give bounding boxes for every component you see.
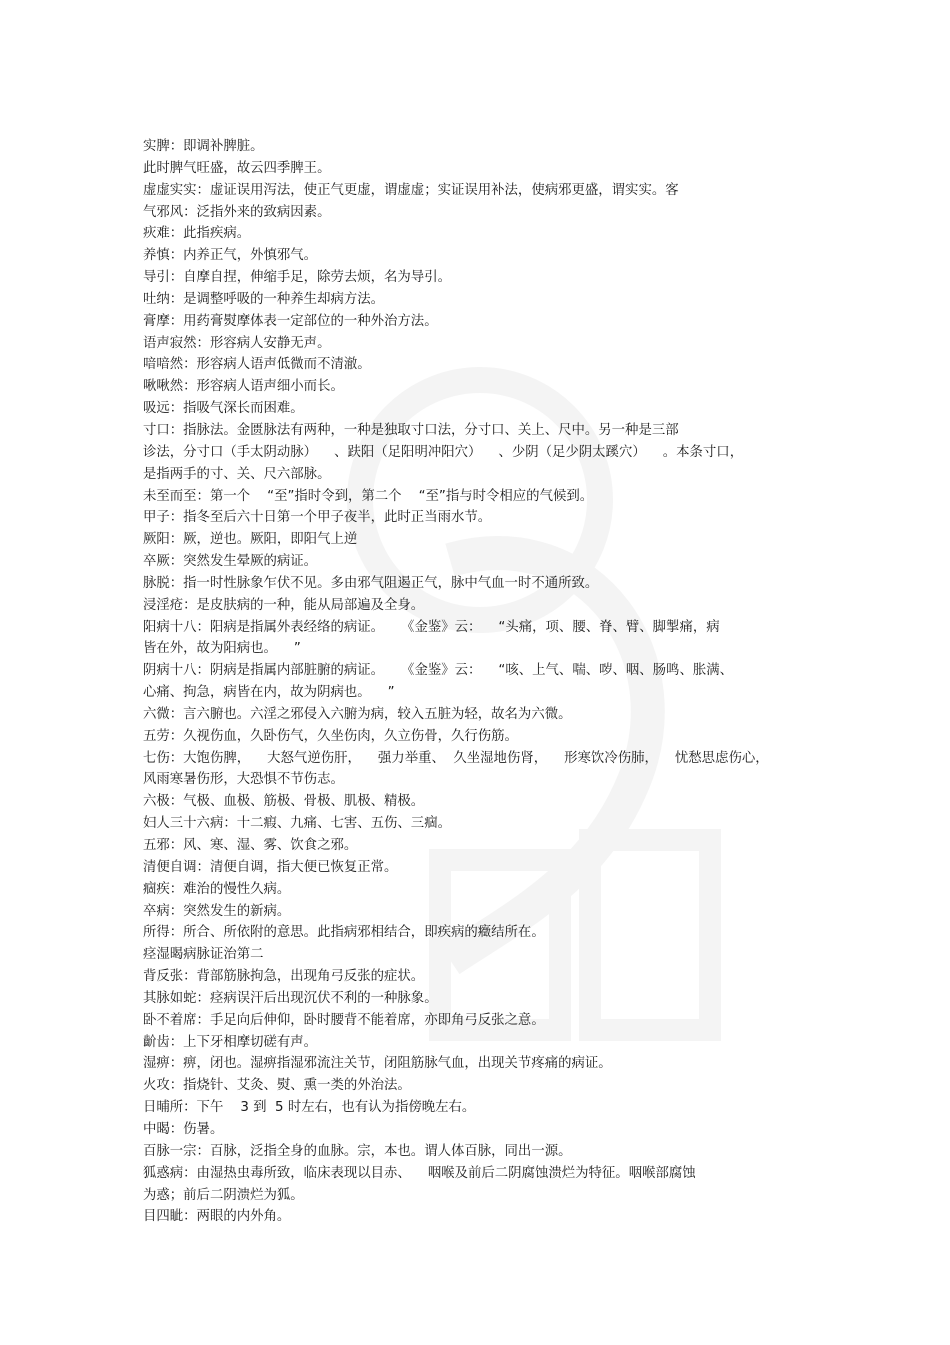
text-line: 日晡所：下午 3 到 5 时左右，也有认为指傍晚左右。	[143, 1100, 476, 1116]
text-line: 五邪：风、寒、湿、雾、饮食之邪。	[143, 838, 358, 853]
text-line: 疢难：此指疾病。	[143, 226, 251, 242]
text-line: 阳病十八：阳病是指属外表经络的病证。 《金鉴》云： “头痛，项、腰、脊、臂、脚掣痛，病	[143, 619, 720, 635]
text-line: 寸口：指脉法。金匮脉法有两种，一种是独取寸口法，分寸口、关上、尺中。另一种是三部	[143, 422, 679, 438]
text-line: 此时脾气旺盛，故云四季脾王。	[143, 160, 331, 176]
text-line: 风雨寒暑伤形，大恐惧不节伤志。	[143, 772, 344, 788]
text-line: 脉脱：指一时性脉象乍伏不见。多由邪气阻遏正气，脉中气血一时不通所致。	[143, 575, 599, 591]
glossary-text-block	[143, 136, 833, 1228]
text-line: 浸淫疮：是皮肤病的一种，能从局部遍及全身。	[143, 597, 425, 613]
text-line: 为惑；前后二阴溃烂为狐。	[143, 1187, 304, 1203]
text-line: 狐惑病：由湿热虫毒所致，临床表现以目赤、 咽喉及前后二阴腐蚀溃烂为特征。咽喉部腐蚀	[143, 1165, 696, 1181]
text-line: 心痛、拘急，病皆在内，故为阴病也。 ”	[143, 685, 395, 701]
text-line: 未至而至：第一个 “至”指时令到，第二个 “至”指与时令相应的气候到。	[143, 488, 594, 504]
text-line: 清便自调：清便自调，指大便已恢复正常。	[143, 859, 398, 875]
text-line: 气邪风：泛指外来的致病因素。	[143, 204, 331, 220]
text-line: 膏摩：用药膏熨摩体表一定部位的一种外治方法。	[143, 313, 438, 329]
text-line: 七伤：大饱伤脾， 大怒气逆伤肝， 强力举重、 久坐湿地伤肾， 形寒饮冷伤肺， 忧愁思虑伤心，	[143, 750, 769, 766]
text-line: 是指两手的寸、关、尺六部脉。	[143, 466, 331, 482]
text-line: 妇人三十六病：十二瘕、九痛、七害、五伤、三痼。	[143, 816, 451, 832]
text-line: 中暍：伤暑。	[143, 1121, 224, 1137]
text-line: 卒厥：突然发生晕厥的病证。	[143, 554, 318, 570]
text-line: 语声寂然：形容病人安静无声。	[143, 335, 331, 351]
text-line: 卒病：突然发生的新病。	[143, 903, 291, 919]
text-line: 火攻：指烧针、艾灸、熨、熏一类的外治法。	[143, 1078, 411, 1094]
text-line: 厥阳：厥，逆也。厥阳，即阳气上逆	[143, 532, 358, 548]
text-line: 齘齿：上下牙相摩切磋有声。	[143, 1034, 318, 1050]
text-line: 实脾：即调补脾脏。	[143, 139, 264, 154]
text-line: 吐纳：是调整呼吸的一种养生却病方法。	[143, 291, 385, 307]
text-line: 甲子：指冬至后六十日第一个甲子夜半，此时正当雨水节。	[143, 510, 492, 526]
text-line: 导引：自摩自捏，伸缩手足，除劳去烦，名为导引。	[143, 270, 451, 286]
text-line: 卧不着席：手足向后伸仰，卧时腰背不能着席，亦即角弓反张之意。	[143, 1012, 545, 1028]
text-line: 阴病十八：阴病是指属内部脏腑的病证。 《金鉴》云： “咳、上气、喘、哕、咽、肠鸣、胀满、	[143, 663, 734, 679]
text-line: 养慎：内养正气，外慎邪气。	[143, 248, 318, 264]
text-line: 六极：气极、血极、筋极、骨极、肌极、精极。	[143, 794, 425, 810]
text-line: 啾啾然：形容病人语声细小而长。	[143, 379, 344, 395]
text-line: 目四眦：两眼的内外角。	[143, 1209, 291, 1225]
text-line: 五劳：久视伤血，久卧伤气，久坐伤肉，久立伤骨，久行伤筋。	[143, 728, 518, 744]
text-line: 痼疾：难治的慢性久病。	[143, 881, 291, 897]
text-line: 所得：所合、所依附的意思。此指病邪相结合，即疾病的癥结所在。	[143, 925, 545, 941]
text-line: 喑喑然：形容病人语声低微而不清澈。	[143, 357, 371, 373]
text-line: 皆在外，故为阳病也。 ”	[143, 641, 301, 657]
text-line: 吸远：指吸气深长而困难。	[143, 401, 304, 417]
text-line: 虚虚实实：虚证误用泻法，使正气更虚，谓虚虚；实证误用补法，使病邪更盛，谓实实。客	[143, 182, 679, 198]
text-line: 背反张：背部筋脉拘急，出现角弓反张的症状。	[143, 969, 425, 985]
text-line: 痉湿暍病脉证治第二	[143, 947, 264, 963]
text-line: 其脉如蛇：痉病误汗后出现沉伏不利的一种脉象。	[143, 990, 438, 1006]
text-line: 六微：言六腑也。六淫之邪侵入六腑为病，较入五脏为轻，故名为六微。	[143, 706, 572, 722]
text-line: 百脉一宗：百脉，泛指全身的血脉。宗，本也。谓人体百脉，同出一源。	[143, 1143, 572, 1159]
text-line: 湿痹：痹，闭也。湿痹指湿邪流注关节，闭阻筋脉气血，出现关节疼痛的病证。	[143, 1056, 612, 1072]
text-line: 诊法，分寸口（手太阴动脉） 、趺阳（足阳明冲阳穴） 、少阴（足少阴太蹊穴） 。本条寸口，	[143, 444, 744, 460]
